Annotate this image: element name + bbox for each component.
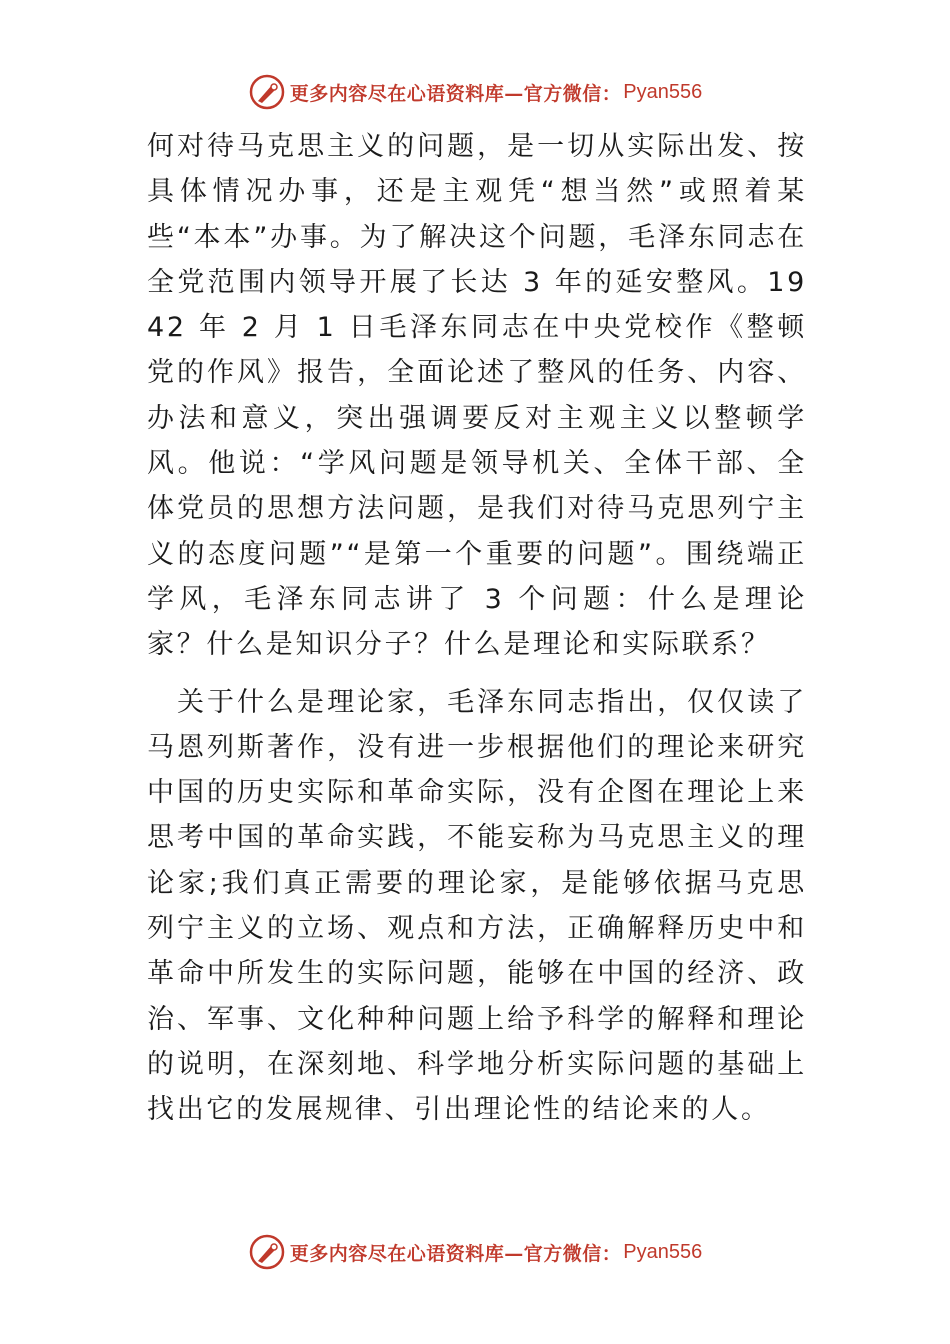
header-banner	[0, 72, 950, 112]
footer-wechat-id: Pyan556	[623, 1240, 703, 1263]
paragraph: 何对待马克思主义的问题，是一切从实际出发、按具体情况办事，还是主观凭“想当然”或照着某些“本本”办事。为了解决这个问题，毛泽东同志在全党范围内领导开展了长达 3 年的延安整风。1942 年 2 月 1 日毛泽东同志在中央党校作《整顿党的作风》报告，全面论述了整风的任务、内容、办法和意义，突出强调要反对主观主义以整顿学风。他说：“学风问题是领导机关、全体干部、全体党员的思想方法问题，是我们对待马克思列宁主义的态度问题”“是第一个重要的问题”。围绕端正学风，毛泽东同志讲了 3 个问题：什么是理论家？什么是知识分子？什么是理论和实际联系？	[147, 131, 807, 661]
header-brand-text: 更多内容尽在心语资料库—官方微信：	[289, 82, 622, 105]
paragraph: 关于什么是理论家，毛泽东同志指出，仅仅读了马恩列斯著作，没有进一步根据他们的理论来研究中国的历史实际和革命实际，没有企图在理论上来思考中国的革命实践，不能妄称为马克思主义的理论家;我们真正需要的理论家，是能够依据马克思列宁主义的立场、观点和方法，正确解释历史中和革命中所发生的实际问题，能够在中国的经济、政治、军事、文化种种问题上给予科学的解释和理论的说明，在深刻地、科学地分析实际问题的基础上找出它的发展规律、引出理论性的结论来的人。	[147, 686, 807, 1126]
document-body	[147, 124, 807, 1133]
footer-brand-text: 更多内容尽在心语资料库—官方微信：	[289, 1242, 622, 1265]
pen-nib-logo-icon	[248, 1233, 286, 1271]
header-wechat-id: Pyan556	[623, 80, 703, 103]
pen-nib-logo-icon	[248, 73, 286, 111]
footer-banner	[0, 1232, 950, 1272]
